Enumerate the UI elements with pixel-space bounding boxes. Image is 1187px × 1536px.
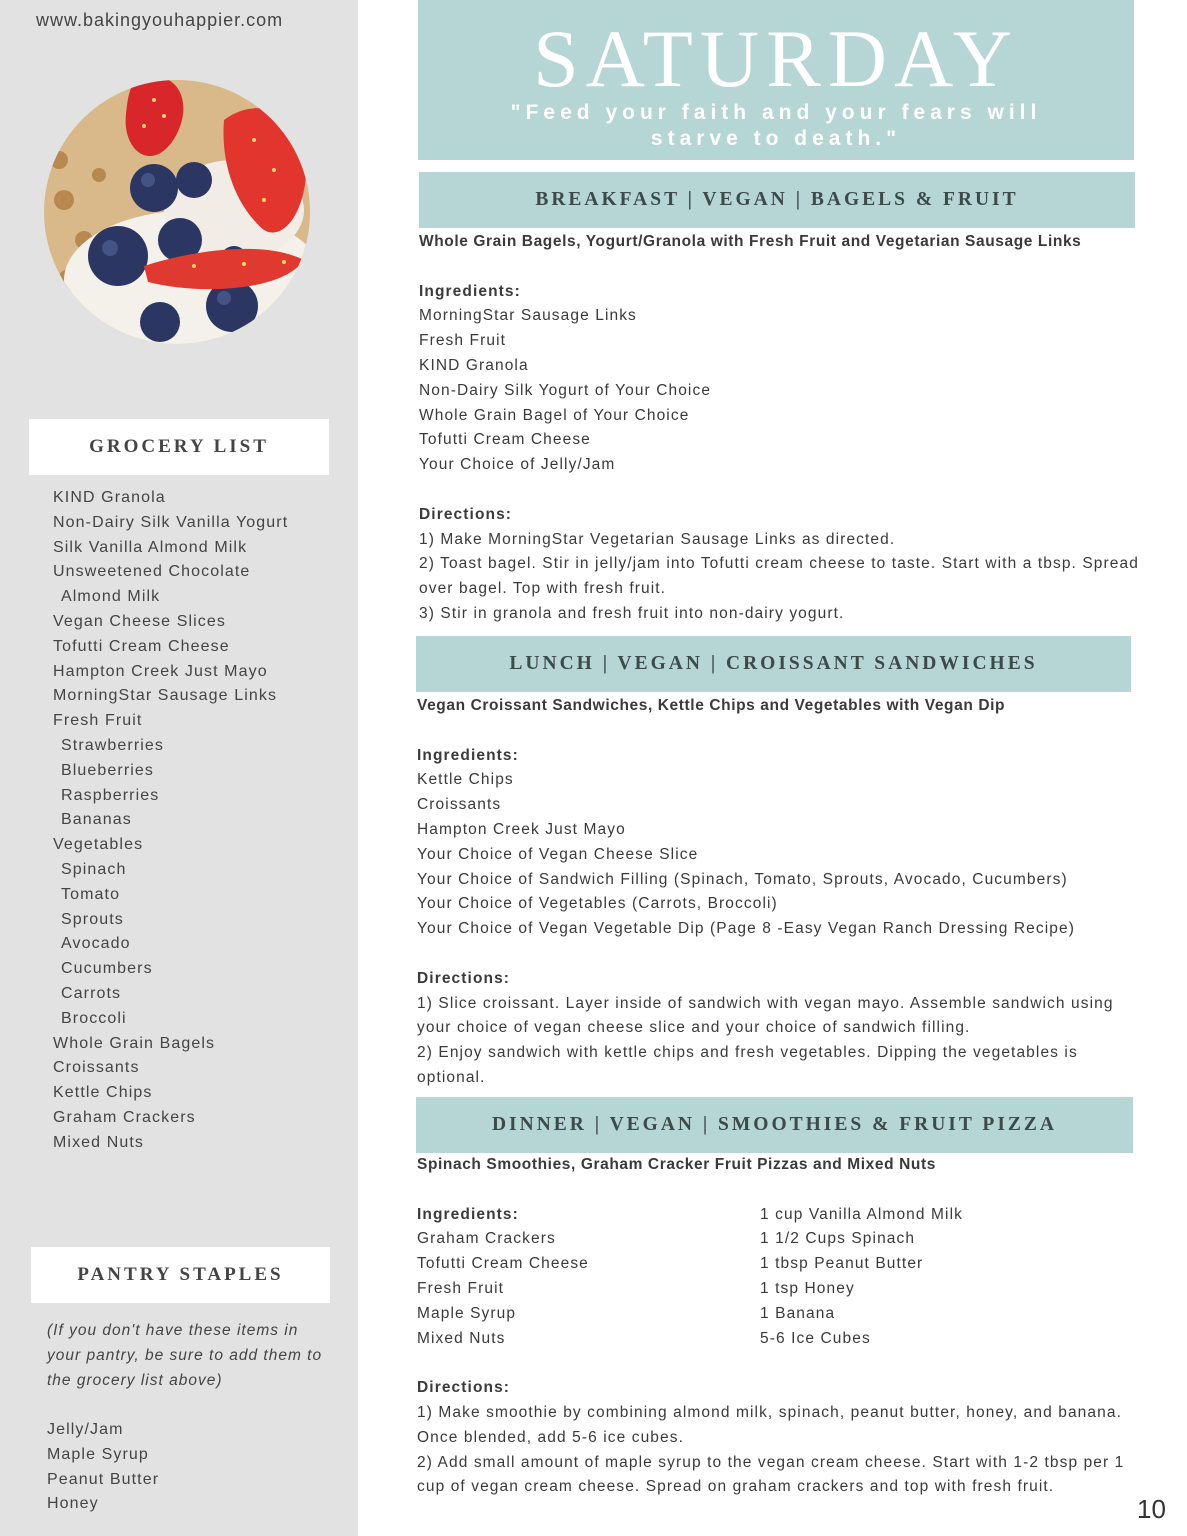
grocery-item: Vegetables [53, 836, 144, 854]
grocery-item: KIND Granola [53, 489, 166, 506]
breakfast-directions-label: Directions: [419, 505, 513, 523]
dinner-ingredients-label: Ingredients: [417, 1205, 519, 1223]
pantry-note: (If you don't have these items in your pantry, be sure to add them to the grocery list above) [47, 1322, 323, 1389]
grocery-item: Tomato [61, 885, 121, 903]
dinner-ingredients-column-2 [760, 1203, 963, 1352]
ingredient-item: 1 tsp Honey [760, 1279, 855, 1297]
ingredient-item: Tofutti Cream Cheese [419, 431, 591, 449]
ingredient-item: Kettle Chips [417, 771, 514, 789]
grocery-item: Hampton Creek Just Mayo [53, 662, 268, 680]
ingredient-item: Your Choice of Vegan Cheese Slice [417, 845, 699, 863]
ingredient-item: Hampton Creek Just Mayo [417, 820, 626, 838]
page-number: 10 [1137, 1494, 1166, 1524]
direction-step: 2) Enjoy sandwich with kettle chips and fresh vegetables. Dipping the vegetables is optional. [417, 1044, 1078, 1086]
grocery-item: Cucumbers [61, 960, 153, 978]
dinner-ingredients [417, 1227, 760, 1351]
grocery-list-title: GROCERY LIST [29, 419, 329, 475]
grocery-item: Avocado [61, 935, 131, 953]
dinner-header: DINNER | VEGAN | SMOOTHIES & FRUIT PIZZA [416, 1097, 1133, 1153]
grocery-item: Carrots [61, 984, 122, 1002]
ingredient-item: Fresh Fruit [417, 1279, 505, 1297]
grocery-list [53, 486, 288, 1156]
direction-step: 3) Stir in granola and fresh fruit into non-dairy yogurt. [419, 604, 845, 622]
grocery-item: Graham Crackers [53, 1108, 196, 1126]
dinner-directions [417, 1401, 1137, 1500]
lunch-section [417, 694, 1137, 1091]
grocery-item: Sprouts [61, 910, 124, 928]
direction-step: 1) Make smoothie by combining almond milk, spinach, peanut butter, honey, and banana. Once blended, add 5-6 ice cubes. [417, 1403, 1122, 1446]
dinner-section [417, 1153, 1137, 1500]
lunch-ingredients-label: Ingredients: [417, 746, 519, 764]
pantry-item: Peanut Butter [47, 1470, 160, 1488]
grocery-item: Strawberries [61, 736, 165, 754]
ingredient-item: 1 tbsp Peanut Butter [760, 1255, 924, 1273]
breakfast-subtitle: Whole Grain Bagels, Yogurt/Granola with Fresh Fruit and Vegetarian Sausage Links [419, 233, 1082, 250]
ingredient-item: Tofutti Cream Cheese [417, 1255, 589, 1273]
grocery-item: Broccoli [61, 1009, 127, 1027]
ingredient-item: 5-6 Ice Cubes [760, 1329, 871, 1347]
lunch-directions [417, 992, 1137, 1091]
ingredient-item: Graham Crackers [417, 1230, 556, 1248]
ingredient-item: 1 1/2 Cups Spinach [760, 1230, 916, 1248]
day-title: SATURDAY [533, 13, 1019, 104]
pantry-staples-title: PANTRY STAPLES [31, 1247, 330, 1303]
pantry-list [47, 1418, 159, 1517]
grocery-item: Non-Dairy Silk Vanilla Yogurt [53, 513, 289, 531]
ingredient-item: 1 Banana [760, 1304, 836, 1322]
site-url[interactable]: www.bakingyouhappier.com [36, 10, 284, 30]
grocery-item: Vegan Cheese Slices [53, 612, 227, 630]
direction-step: 2) Add small amount of maple syrup to the vegan cream cheese. Start with 1-2 tbsp per 1 cup of vegan cream cheese. Spread on graham crackers and top with fresh fruit. [417, 1453, 1125, 1496]
grocery-item: Unsweetened Chocolate [53, 563, 251, 581]
lunch-ingredients [417, 768, 1137, 942]
ingredient-item: Your Choice of Jelly/Jam [419, 456, 616, 474]
ingredient-item: Fresh Fruit [419, 332, 507, 350]
grocery-item: Blueberries [61, 761, 155, 779]
grocery-item: MorningStar Sausage Links [53, 687, 278, 705]
direction-step: 2) Toast bagel. Stir in jelly/jam into Tofutti cream cheese to taste. Start with a tbsp. Spread over bagel. Top with fresh fruit. [419, 555, 1139, 598]
grocery-item: Bananas [61, 811, 132, 829]
pantry-item: Jelly/Jam [47, 1421, 124, 1438]
ingredient-item: Mixed Nuts [417, 1329, 506, 1347]
pantry-item: Honey [47, 1495, 99, 1513]
breakfast-ingredients [419, 304, 1139, 478]
ingredient-item: KIND Granola [419, 356, 529, 374]
day-title-banner [418, 0, 1134, 160]
direction-step: 1) Slice croissant. Layer inside of sandwich with vegan mayo. Assemble sandwich using your choice of vegan cheese slice and your choice of sandwich filling. [417, 994, 1114, 1037]
ingredient-item: MorningStar Sausage Links [419, 307, 637, 325]
grocery-item: Tofutti Cream Cheese [53, 637, 230, 655]
lunch-subtitle: Vegan Croissant Sandwiches, Kettle Chips and Vegetables with Vegan Dip [417, 697, 1006, 714]
breakfast-ingredients-label: Ingredients: [419, 282, 521, 300]
grocery-item: Mixed Nuts [53, 1133, 145, 1151]
ingredient-item: Your Choice of Vegetables (Carrots, Broccoli) [417, 895, 778, 913]
lunch-directions-label: Directions: [417, 969, 511, 987]
day-quote: "Feed your faith and your fears will starve to death." [510, 101, 1042, 150]
ingredient-item: Croissants [417, 796, 502, 814]
ingredient-item: Non-Dairy Silk Yogurt of Your Choice [419, 381, 712, 399]
grocery-item: Whole Grain Bagels [53, 1034, 216, 1052]
dinner-ingredients-columns [417, 1203, 1137, 1352]
breakfast-header: BREAKFAST | VEGAN | BAGELS & FRUIT [419, 172, 1135, 228]
ingredient-item: Whole Grain Bagel of Your Choice [419, 406, 690, 424]
dinner-ingredients-column-1 [417, 1203, 760, 1352]
lunch-header: LUNCH | VEGAN | CROISSANT SANDWICHES [416, 636, 1131, 692]
sidebar [0, 0, 358, 1536]
ingredient-item: Your Choice of Sandwich Filling (Spinach, Tomato, Sprouts, Avocado, Cucumbers) [417, 870, 1068, 888]
ingredient-item: 1 cup Vanilla Almond Milk [760, 1205, 963, 1223]
berries-yogurt-photo [44, 80, 310, 344]
dinner-directions-label: Directions: [417, 1379, 511, 1397]
grocery-item: Fresh Fruit [53, 712, 143, 730]
dinner-smoothie-ingredients [760, 1203, 963, 1352]
grocery-item: Almond Milk [61, 588, 161, 606]
ingredient-item: Maple Syrup [417, 1304, 517, 1322]
grocery-item: Croissants [53, 1059, 140, 1077]
breakfast-directions [419, 528, 1139, 627]
grocery-item: Raspberries [61, 786, 160, 804]
dinner-subtitle: Spinach Smoothies, Graham Cracker Fruit Pizzas and Mixed Nuts [417, 1156, 936, 1173]
grocery-item: Spinach [61, 860, 127, 878]
direction-step: 1) Make MorningStar Vegetarian Sausage Links as directed. [419, 530, 896, 548]
ingredient-item: Your Choice of Vegan Vegetable Dip (Page 8 -Easy Vegan Ranch Dressing Recipe) [417, 920, 1075, 938]
grocery-item: Kettle Chips [53, 1084, 153, 1102]
breakfast-section [419, 230, 1139, 627]
grocery-item: Silk Vanilla Almond Milk [53, 538, 248, 556]
pantry-item: Maple Syrup [47, 1445, 149, 1463]
